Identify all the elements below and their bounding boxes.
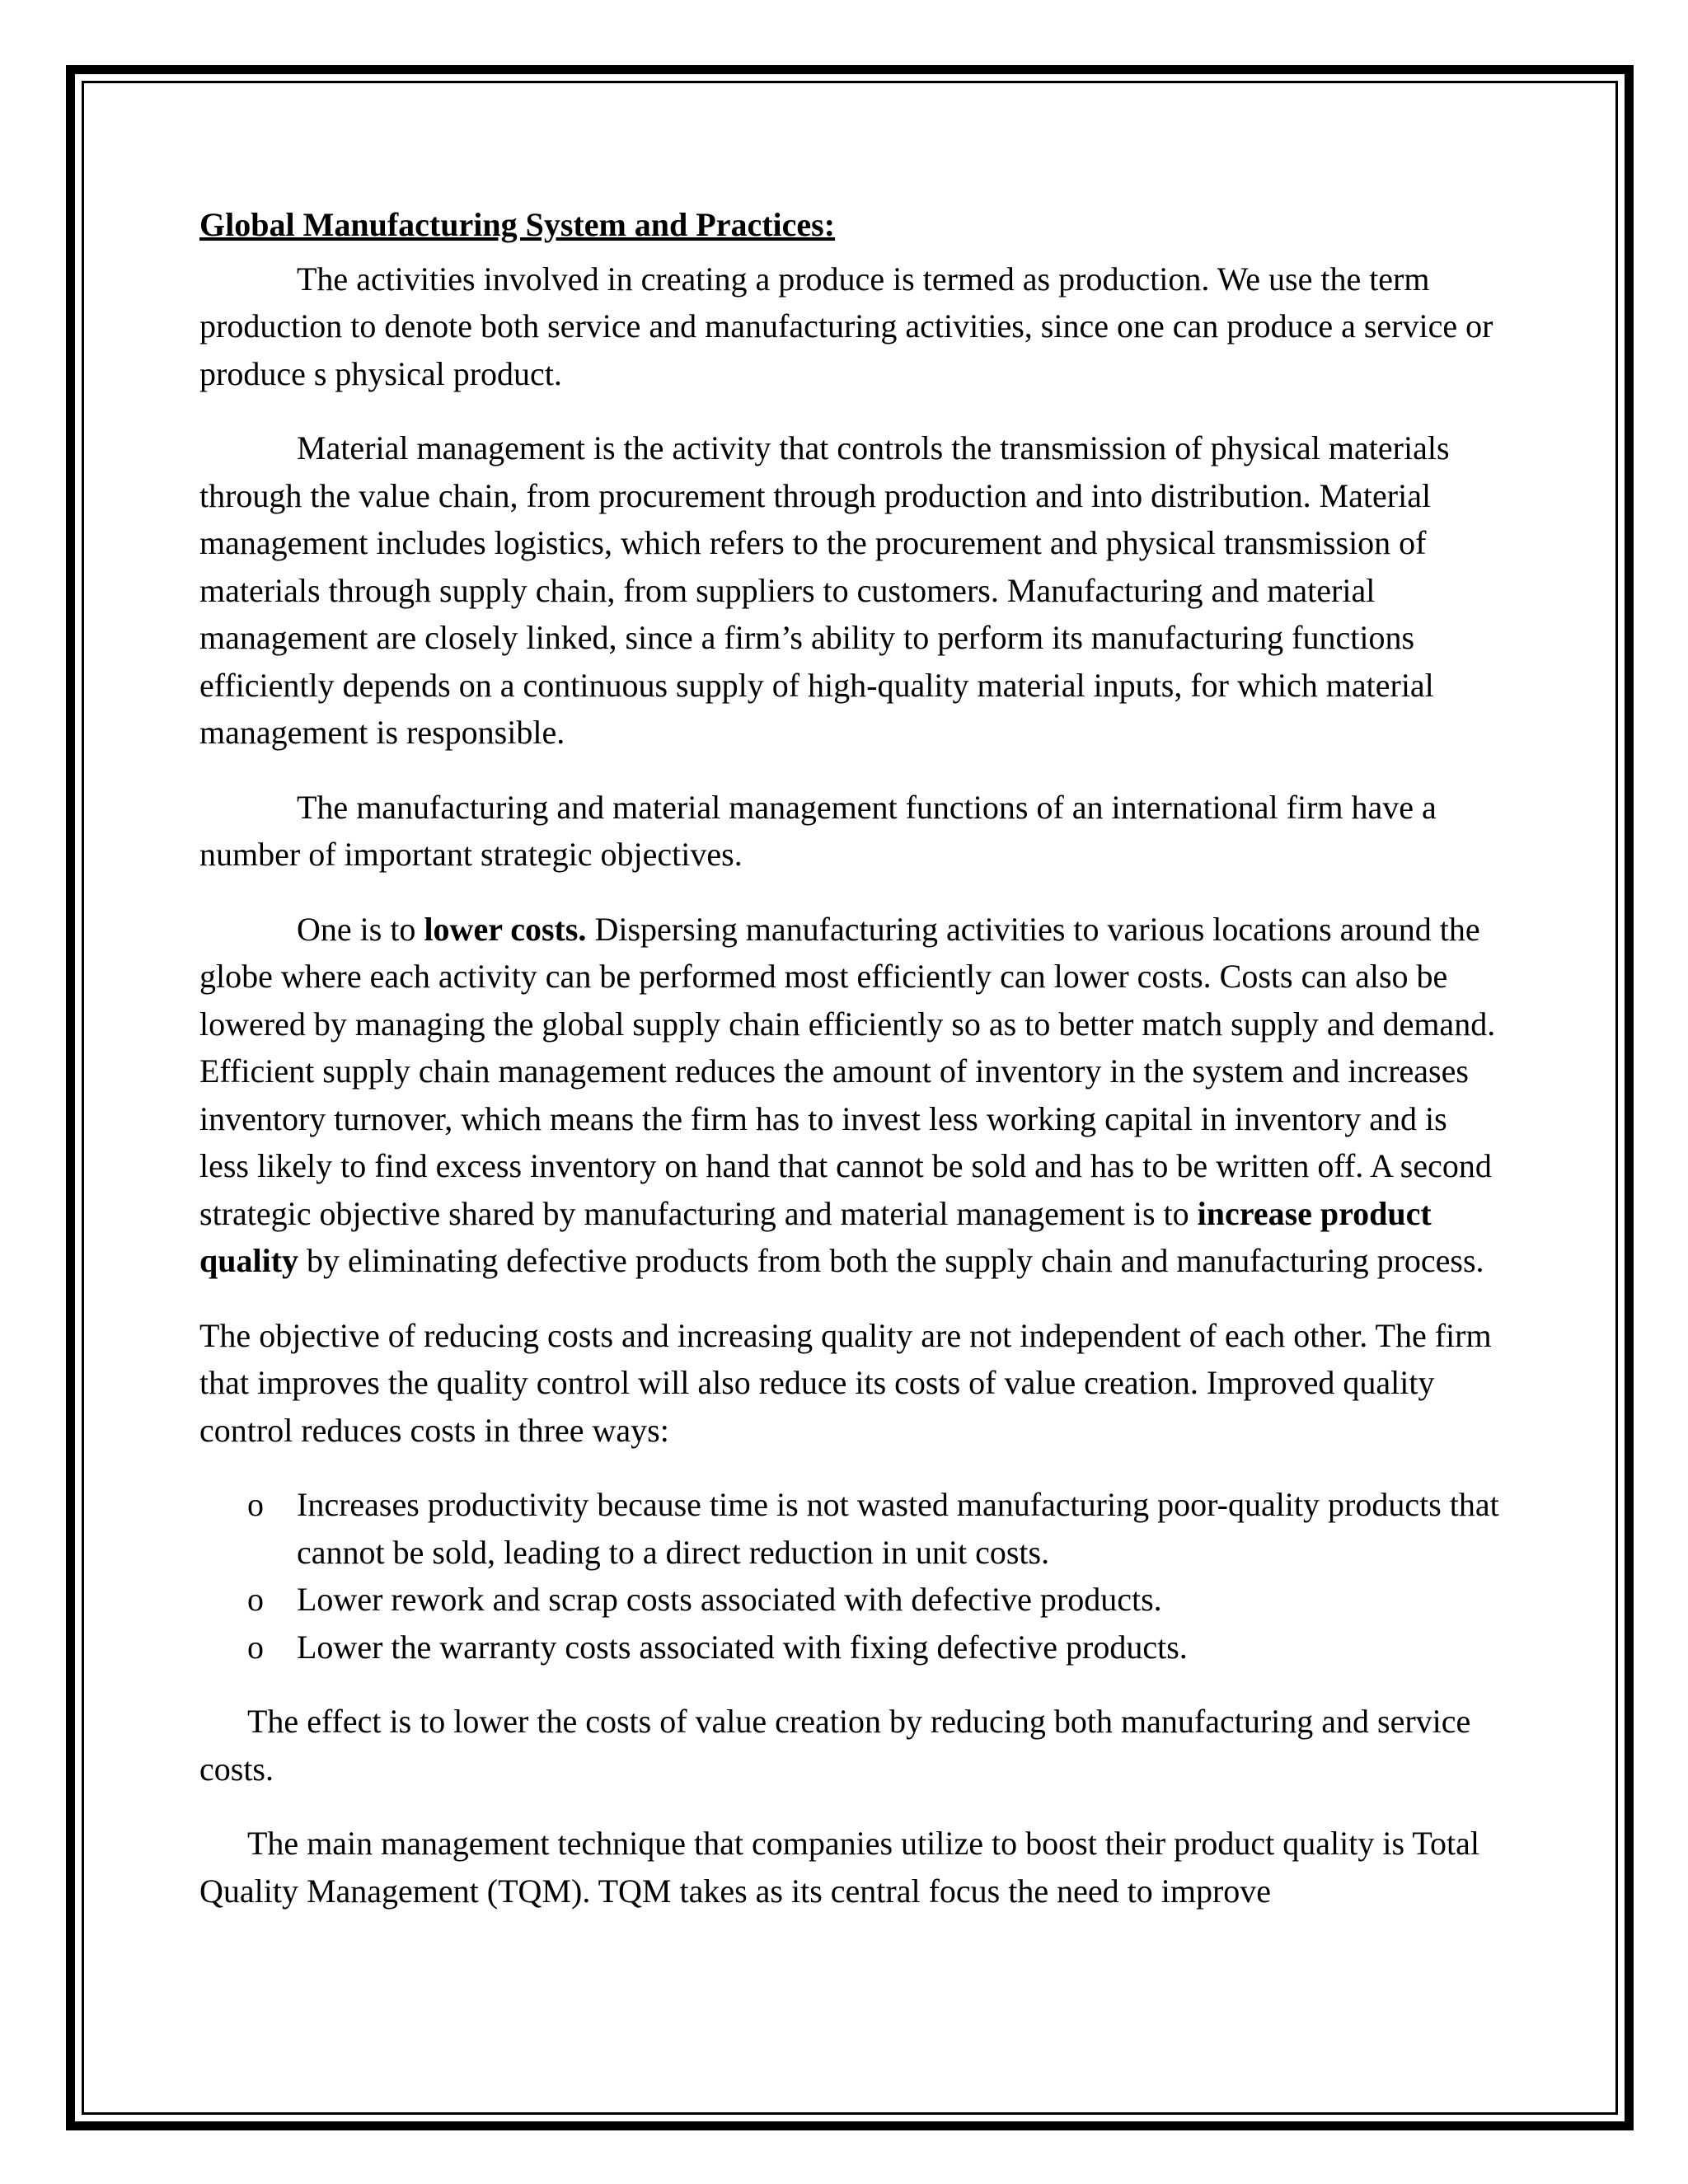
paragraph-material-management: Material management is the activity that controls the transmission of physical materials through the value chain, from procurement through production and into distribution. Material management includes logistics, which refers to the procurement and physical transmission of materials through supply chain, from suppliers to customers. Manufacturing and material management are closely linked, since a firm’s ability to perform its manufacturing functions efficiently depends on a continuous supply of high-quality material inputs, for which material management is responsible. [199, 429, 1450, 751]
list-item [199, 1576, 1502, 1624]
bullet-icon: o [247, 1486, 264, 1523]
paragraph-lower-costs [199, 906, 1502, 1285]
list-item [199, 1481, 1502, 1576]
emphasis-lower-costs: lower costs. [424, 910, 587, 948]
paragraph-effect: The effect is to lower the costs of value creation by reducing both manufacturing and service costs. [199, 1703, 1471, 1788]
bullet-list [199, 1481, 1502, 1671]
list-item-text: Lower the warranty costs associated with fixing defective products. [297, 1628, 1188, 1666]
document-body [199, 201, 1502, 1942]
paragraph-strategic-objectives: The manufacturing and material management functions of an international firm have a number of important strategic objectives. [199, 788, 1437, 873]
bullet-icon: o [247, 1628, 264, 1666]
paragraph-production: The activities involved in creating a produce is termed as production. We use the term production to denote both service and manufacturing activities, since one can produce a service or produce s physical product. [199, 260, 1493, 392]
list-item-text: Lower rework and scrap costs associated with defective products. [297, 1581, 1162, 1618]
text-run: One is to [297, 910, 424, 948]
list-item-text: Increases productivity because time is not wasted manufacturing poor-quality products that cannot be sold, leading to a direct reduction in unit costs. [297, 1486, 1499, 1571]
section-heading: Global Manufacturing System and Practices: [199, 206, 836, 243]
paragraph-tqm: The main management technique that companies utilize to boost their product quality is Total Quality Management (TQM). TQM takes as its central focus the need to improve [199, 1825, 1479, 1910]
text-run: by eliminating defective products from both the supply chain and manufacturing process. [298, 1242, 1484, 1279]
paragraph-reducing-costs: The objective of reducing costs and increasing quality are not independent of each other. The firm that improves the quality control will also reduce its costs of value creation. Improved quality control reduces costs in three ways: [199, 1316, 1492, 1449]
emphasis-increase-quality: increase product quality [199, 1194, 1432, 1279]
list-item [199, 1624, 1502, 1671]
bullet-icon: o [247, 1581, 264, 1618]
text-run: Dispersing manufacturing activities to various locations around the globe where each activity can be performed most efficiently can lower costs. Costs can also be lowered by managing the global supply chain efficiently so as to better match supply and demand. Efficient supply chain management reduces the amount of inventory in the system and increases inventory turnover, which means the firm has to invest less working capital in inventory and is less likely to find excess inventory on hand that cannot be sold and has to be written off. A second strategic objective shared by manufacturing and material management is to [199, 910, 1496, 1232]
